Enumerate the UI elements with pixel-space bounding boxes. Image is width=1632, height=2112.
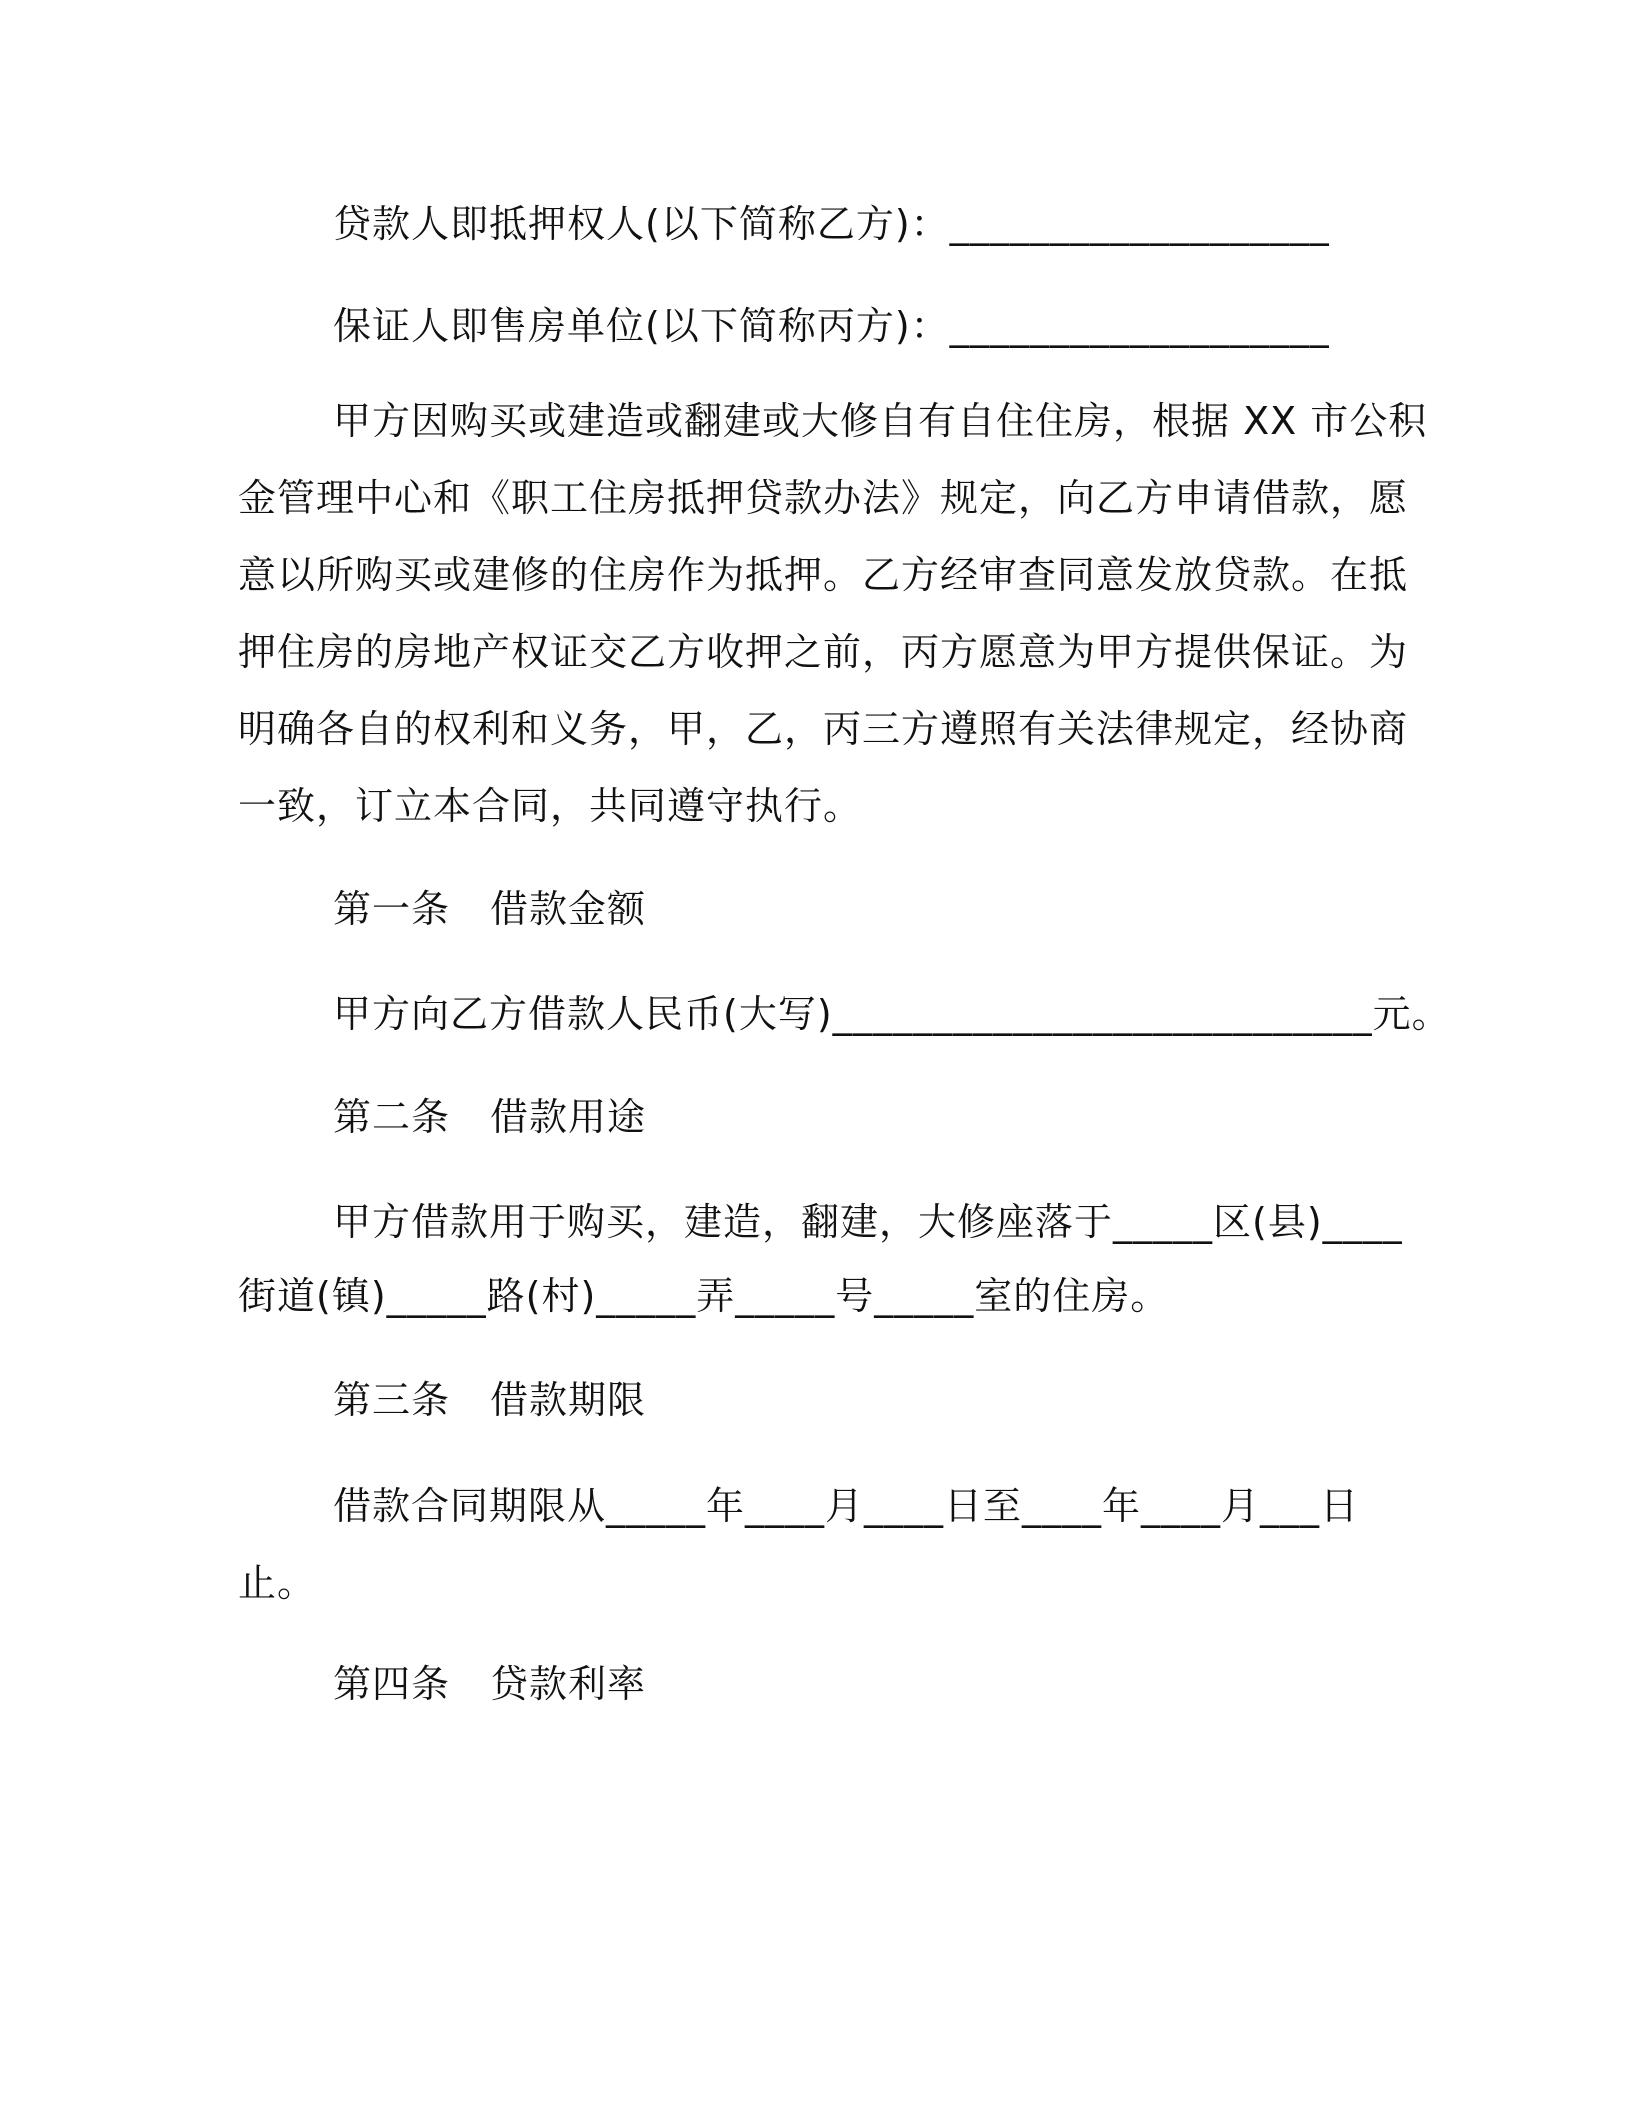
term-line: 止。 [238,1561,317,1605]
paragraph-line: 甲方因购买或建造或翻建或大修自有自住住房，根据 XX 市公积 [333,399,1428,443]
paragraph-line: 意以所购买或建修的住房作为抵押。乙方经审查同意发放贷款。在抵 [238,553,1409,597]
article-heading-3 [0,1376,1632,1424]
paragraph-line: 押住房的房地产权证交乙方收押之前，丙方愿意为甲方提供保证。为 [238,630,1409,674]
article-title: 借款用途 [490,1095,647,1139]
article-heading-4 [0,1660,1632,1708]
purpose-line: 甲方借款用于购买，建造，翻建，大修座落于_____区(县)____ [333,1200,1403,1244]
article-title: 借款期限 [490,1378,647,1422]
article-title: 借款金额 [490,887,647,931]
article-number: 第三条 [333,1378,451,1422]
article-title: 贷款利率 [490,1662,647,1706]
paragraph-line: 明确各自的权利和义务，甲，乙，丙三方遵照有关法律规定，经协商 [238,707,1409,751]
paragraph-line: 金管理中心和《职工住房抵押贷款办法》规定，向乙方申请借款，愿 [238,476,1409,520]
lender-line: 贷款人即抵押权人(以下简称乙方)：___________________ [333,202,1330,246]
article-heading-2 [0,1093,1632,1141]
article-number: 第一条 [333,887,451,931]
paragraph-line: 一致，订立本合同，共同遵守执行。 [238,784,863,828]
term-line: 借款合同期限从_____年____月____日至____年____月___日 [333,1484,1360,1528]
article-number: 第二条 [333,1095,451,1139]
amount-line: 甲方向乙方借款人民币(大写)___________________________元。 [333,992,1451,1036]
guarantor-line: 保证人即售房单位(以下简称丙方)：___________________ [333,304,1330,348]
article-heading-1 [0,885,1632,933]
article-number: 第四条 [333,1662,451,1706]
purpose-line: 街道(镇)_____路(村)_____弄_____号_____室的住房。 [238,1274,1170,1318]
